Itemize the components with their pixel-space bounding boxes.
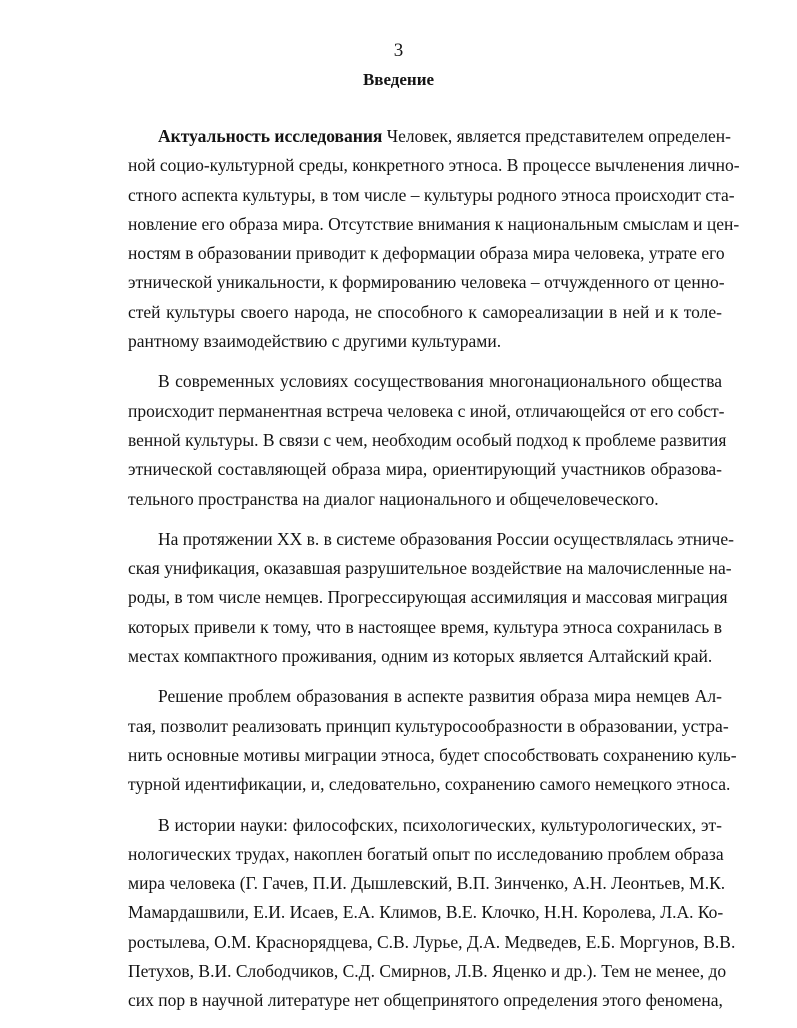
text-line: этнической составляющей образа мира, ориентирующий участников образова- bbox=[128, 459, 722, 480]
text-line: ностям в образовании приводит к деформации образа мира человека, утрате его bbox=[128, 243, 725, 264]
text-line: нить основные мотивы миграции этноса, будет способствовать сохранению куль- bbox=[128, 744, 737, 765]
text-line: мира человека (Г. Гачев, П.И. Дышлевский, В.П. Зинченко, А.Н. Леонтьев, М.К. bbox=[128, 873, 726, 894]
page-number: 3 bbox=[393, 40, 404, 61]
text-line: стей культуры своего народа, не способного к самореализации в ней и к толе- bbox=[128, 301, 722, 322]
text-line: сих пор в научной литературе нет общепринятого определения этого феномена, bbox=[128, 990, 723, 1011]
text-line: ская унификация, оказавшая разрушительное воздействие на малочисленные на- bbox=[128, 558, 732, 579]
text-line: роды, в том числе немцев. Прогрессирующая ассимиляция и массовая миграция bbox=[128, 587, 728, 608]
paragraph-lead: Актуальность исследования bbox=[158, 126, 383, 146]
text-line: В истории науки: философских, психологических, культурологических, эт- bbox=[158, 814, 722, 835]
text-line: стного аспекта культуры, в том числе – культуры родного этноса происходит ста- bbox=[128, 184, 735, 205]
text-line: турной идентификации, и, следовательно, сохранению самого немецкого этноса. bbox=[128, 774, 731, 795]
text-line: происходит перманентная встреча человека с иной, отличающейся от его собст- bbox=[128, 400, 725, 421]
paragraph-history bbox=[128, 811, 736, 1016]
paragraph-relevance bbox=[128, 122, 740, 356]
paragraph-solution bbox=[128, 682, 737, 799]
text-line: ростылева, О.М. Краснорядцева, С.В. Лурье, Д.А. Медведев, Е.Б. Моргунов, В.В. bbox=[128, 931, 736, 952]
page-heading: Введение bbox=[362, 70, 435, 89]
text-line: Мамардашвили, Е.И. Исаев, Е.А. Климов, В.Е. Клочко, Н.Н. Королева, Л.А. Ко- bbox=[128, 902, 724, 923]
document-body bbox=[128, 122, 740, 1027]
text-line: На протяжении XX в. в системе образования России осуществлялась этниче- bbox=[158, 528, 734, 549]
text-line: венной культуры. В связи с чем, необходим особый подход к проблеме развития bbox=[128, 429, 727, 450]
text-line: Петухов, В.И. Слободчиков, С.Д. Смирнов, Л.В. Яценко и др.). Тем не менее, до bbox=[128, 961, 727, 982]
paragraph-modern-conditions bbox=[128, 367, 727, 513]
text-line: ной социо-культурной среды, конкретного этноса. В процессе вычленения лично- bbox=[128, 155, 740, 176]
text-line: этнической уникальности, к формированию человека – отчужденного от ценно- bbox=[128, 272, 725, 293]
text-line: новление его образа мира. Отсутствие внимания к национальным смыслам и цен- bbox=[128, 213, 740, 234]
text-line: В современных условиях сосуществования многонационального общества bbox=[158, 371, 722, 392]
text-line: Актуальность исследования Человек, является представителем определен- bbox=[158, 126, 731, 146]
text-line: Решение проблем образования в аспекте развития образа мира немцев Ал- bbox=[158, 686, 722, 707]
text-line: рантному взаимодействию с другими культурами. bbox=[128, 331, 502, 352]
text-line: тельного пространства на диалог национального и общечеловеческого. bbox=[128, 488, 659, 509]
text-line: нологических трудах, накоплен богатый опыт по исследованию проблем образа bbox=[128, 843, 724, 864]
text-line: которых привели к тому, что в настоящее время, культура этноса сохранилась в bbox=[128, 616, 722, 637]
paragraph-unification bbox=[128, 525, 734, 671]
text-line: местах компактного проживания, одним из которых является Алтайский край. bbox=[128, 646, 713, 667]
text-line: тая, позволит реализовать принцип культуросообразности в образовании, устра- bbox=[128, 715, 729, 736]
